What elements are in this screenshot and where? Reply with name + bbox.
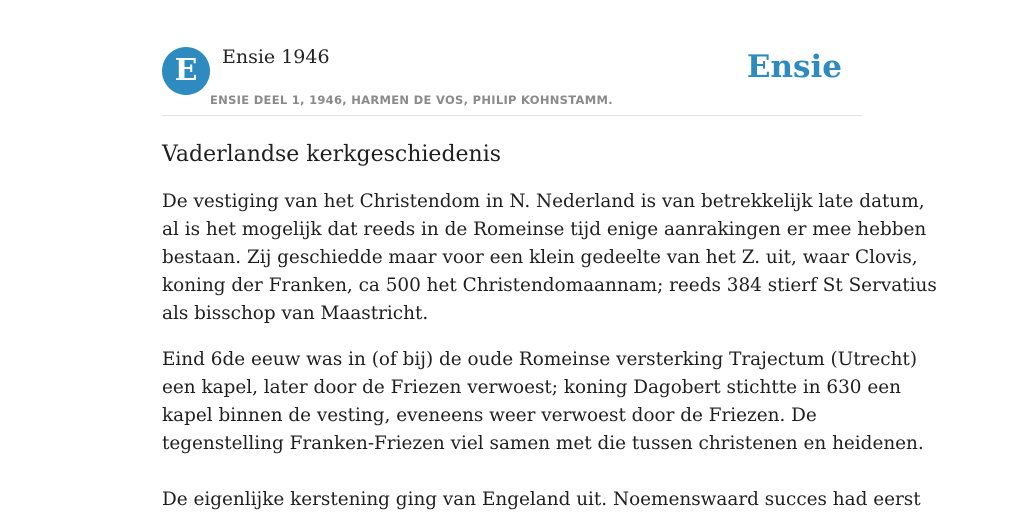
paragraph-line: tegenstelling Franken-Friezen viel samen met die tussen christenen en heidenen. [162, 433, 924, 454]
paragraph-line: een kapel, later door de Friezen verwoest; koning Dagobert stichtte in 630 een [162, 377, 901, 398]
book-title[interactable]: Ensie 1946 [222, 46, 330, 68]
book-meta: ENSIE DEEL 1, 1946, HARMEN DE VOS, PHILIP KOHNSTAMM. [210, 93, 613, 107]
book-logo-icon[interactable]: E [162, 47, 210, 95]
paragraph-line: bestaan. Zij geschiedde maar voor een klein gedeelte van het Z. uit, waar Clovis, [162, 247, 918, 268]
paragraph-line: als bisschop van Maastricht. [162, 303, 429, 324]
paragraph-line: kapel binnen de vesting, eveneens weer verwoest door de Friezen. De [162, 405, 817, 426]
paragraph-line: De vestiging van het Christendom in N. Nederland is van betrekkelijk late datum, [162, 191, 925, 212]
header [162, 44, 862, 116]
article-paragraph [162, 188, 937, 328]
paragraph-line: koning der Franken, ca 500 het Christendomaannam; reeds 384 stierf St Servatius [162, 275, 937, 296]
brand-logo[interactable]: Ensie [746, 49, 842, 85]
article-title: Vaderlandse kerkgeschiedenis [162, 142, 502, 167]
paragraph-line: De eigenlijke kerstening ging van Engeland uit. Noemenswaard succes had eerst [162, 489, 921, 510]
article-paragraph [162, 346, 924, 458]
paragraph-line: Eind 6de eeuw was in (of bij) de oude Romeinse versterking Trajectum (Utrecht) [162, 349, 917, 370]
paragraph-line: al is het mogelijk dat reeds in de Romeinse tijd enige aanrakingen er mee hebben [162, 219, 927, 240]
article-paragraph [162, 486, 921, 512]
article [162, 138, 937, 512]
